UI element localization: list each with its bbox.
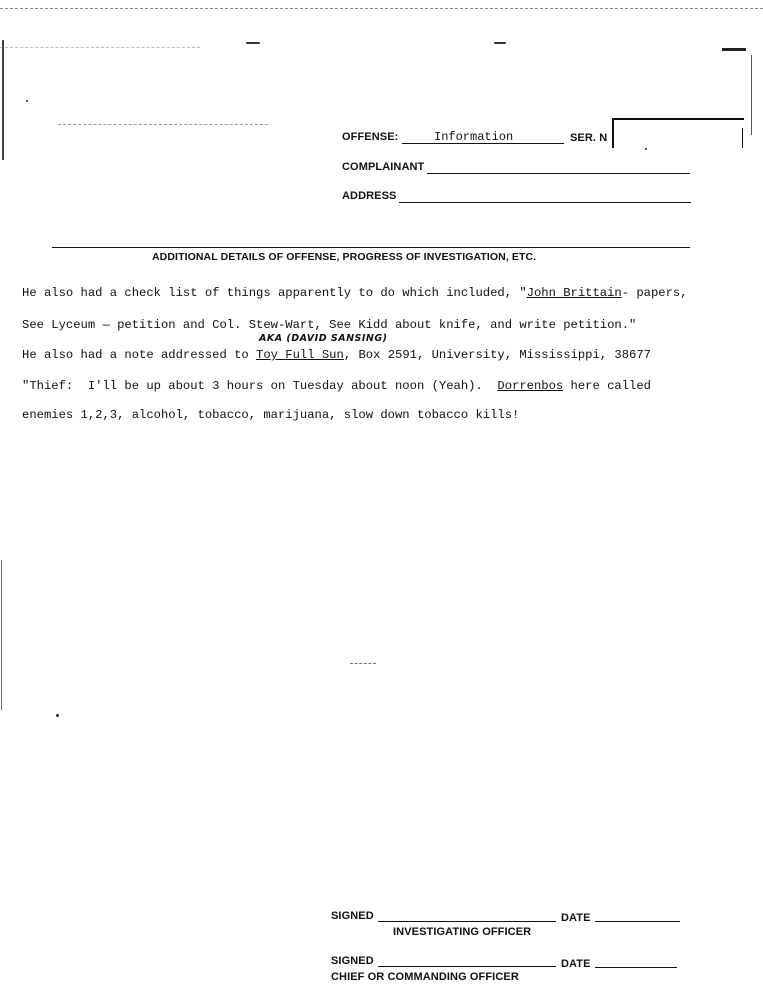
body-line-4-start: "Thief: I'll be up about 3 hours on Tuesday about noon (Yeah). bbox=[22, 379, 498, 393]
section-divider bbox=[52, 247, 690, 248]
handwritten-note: AKA (DAVID SANSING) bbox=[259, 333, 388, 344]
signed-label-2: SIGNED bbox=[331, 955, 374, 967]
name-john-brittain: John Brittain bbox=[526, 286, 622, 300]
address-label: ADDRESS bbox=[342, 190, 397, 202]
body-line-1-end: - papers, bbox=[621, 286, 688, 300]
section-title: ADDITIONAL DETAILS OF OFFENSE, PROGRESS OF INVESTIGATION, ETC. bbox=[152, 251, 537, 263]
chief-officer-label: CHIEF OR COMMANDING OFFICER bbox=[331, 971, 519, 983]
body-line-3-end: , Box 2591, University, Mississippi, 38677 bbox=[343, 348, 651, 362]
date-line-2 bbox=[595, 967, 677, 968]
body-line-1 bbox=[22, 286, 688, 300]
ser-no-box bbox=[612, 118, 744, 148]
scan-speck bbox=[56, 714, 59, 717]
date-line-1 bbox=[595, 921, 680, 922]
offense-label: OFFENSE: bbox=[342, 131, 399, 143]
signed-line-2 bbox=[378, 966, 556, 967]
date-label-2: DATE bbox=[561, 958, 591, 970]
scan-artifact-mark bbox=[722, 48, 746, 51]
date-label-1: DATE bbox=[561, 912, 591, 924]
scan-artifact-line bbox=[350, 663, 376, 664]
ser-no-label: SER. N bbox=[570, 132, 608, 144]
name-dorrenbos: Dorrenbos bbox=[497, 379, 564, 393]
scan-margin-left bbox=[1, 560, 2, 710]
scan-edge-top bbox=[0, 8, 763, 9]
body-line-4-end: here called bbox=[563, 379, 651, 393]
scan-artifact-mark bbox=[494, 42, 506, 44]
complainant-label: COMPLAINANT bbox=[342, 161, 425, 173]
body-line-4 bbox=[22, 379, 651, 393]
scan-speck bbox=[645, 148, 647, 150]
ser-no-box-right bbox=[742, 128, 743, 148]
body-line-1-start: He also had a check list of things apparently to do which included, " bbox=[22, 286, 527, 300]
scan-artifact-line bbox=[58, 124, 268, 125]
body-line-2: See Lyceum — petition and Col. Stew-Wart, See Kidd about knife, and write petition." bbox=[22, 318, 637, 332]
body-line-3 bbox=[22, 348, 651, 362]
scan-margin-left bbox=[2, 40, 4, 160]
investigating-officer-label: INVESTIGATING OFFICER bbox=[393, 926, 532, 938]
offense-value: Information bbox=[434, 130, 514, 144]
body-line-5: enemies 1,2,3, alcohol, tobacco, marijuana, slow down tobacco kills! bbox=[22, 408, 520, 422]
scan-margin-right bbox=[751, 55, 752, 135]
signed-label-1: SIGNED bbox=[331, 910, 374, 922]
address-line bbox=[399, 202, 691, 203]
name-toy-full-sun: Toy Full Sun bbox=[256, 348, 344, 362]
scan-artifact-mark bbox=[246, 42, 260, 44]
complainant-line bbox=[427, 173, 690, 174]
body-line-3-start: He also had a note addressed to bbox=[22, 348, 257, 362]
signed-line-1 bbox=[378, 921, 556, 922]
scan-speck bbox=[26, 100, 28, 102]
scan-artifact-line bbox=[0, 47, 200, 48]
